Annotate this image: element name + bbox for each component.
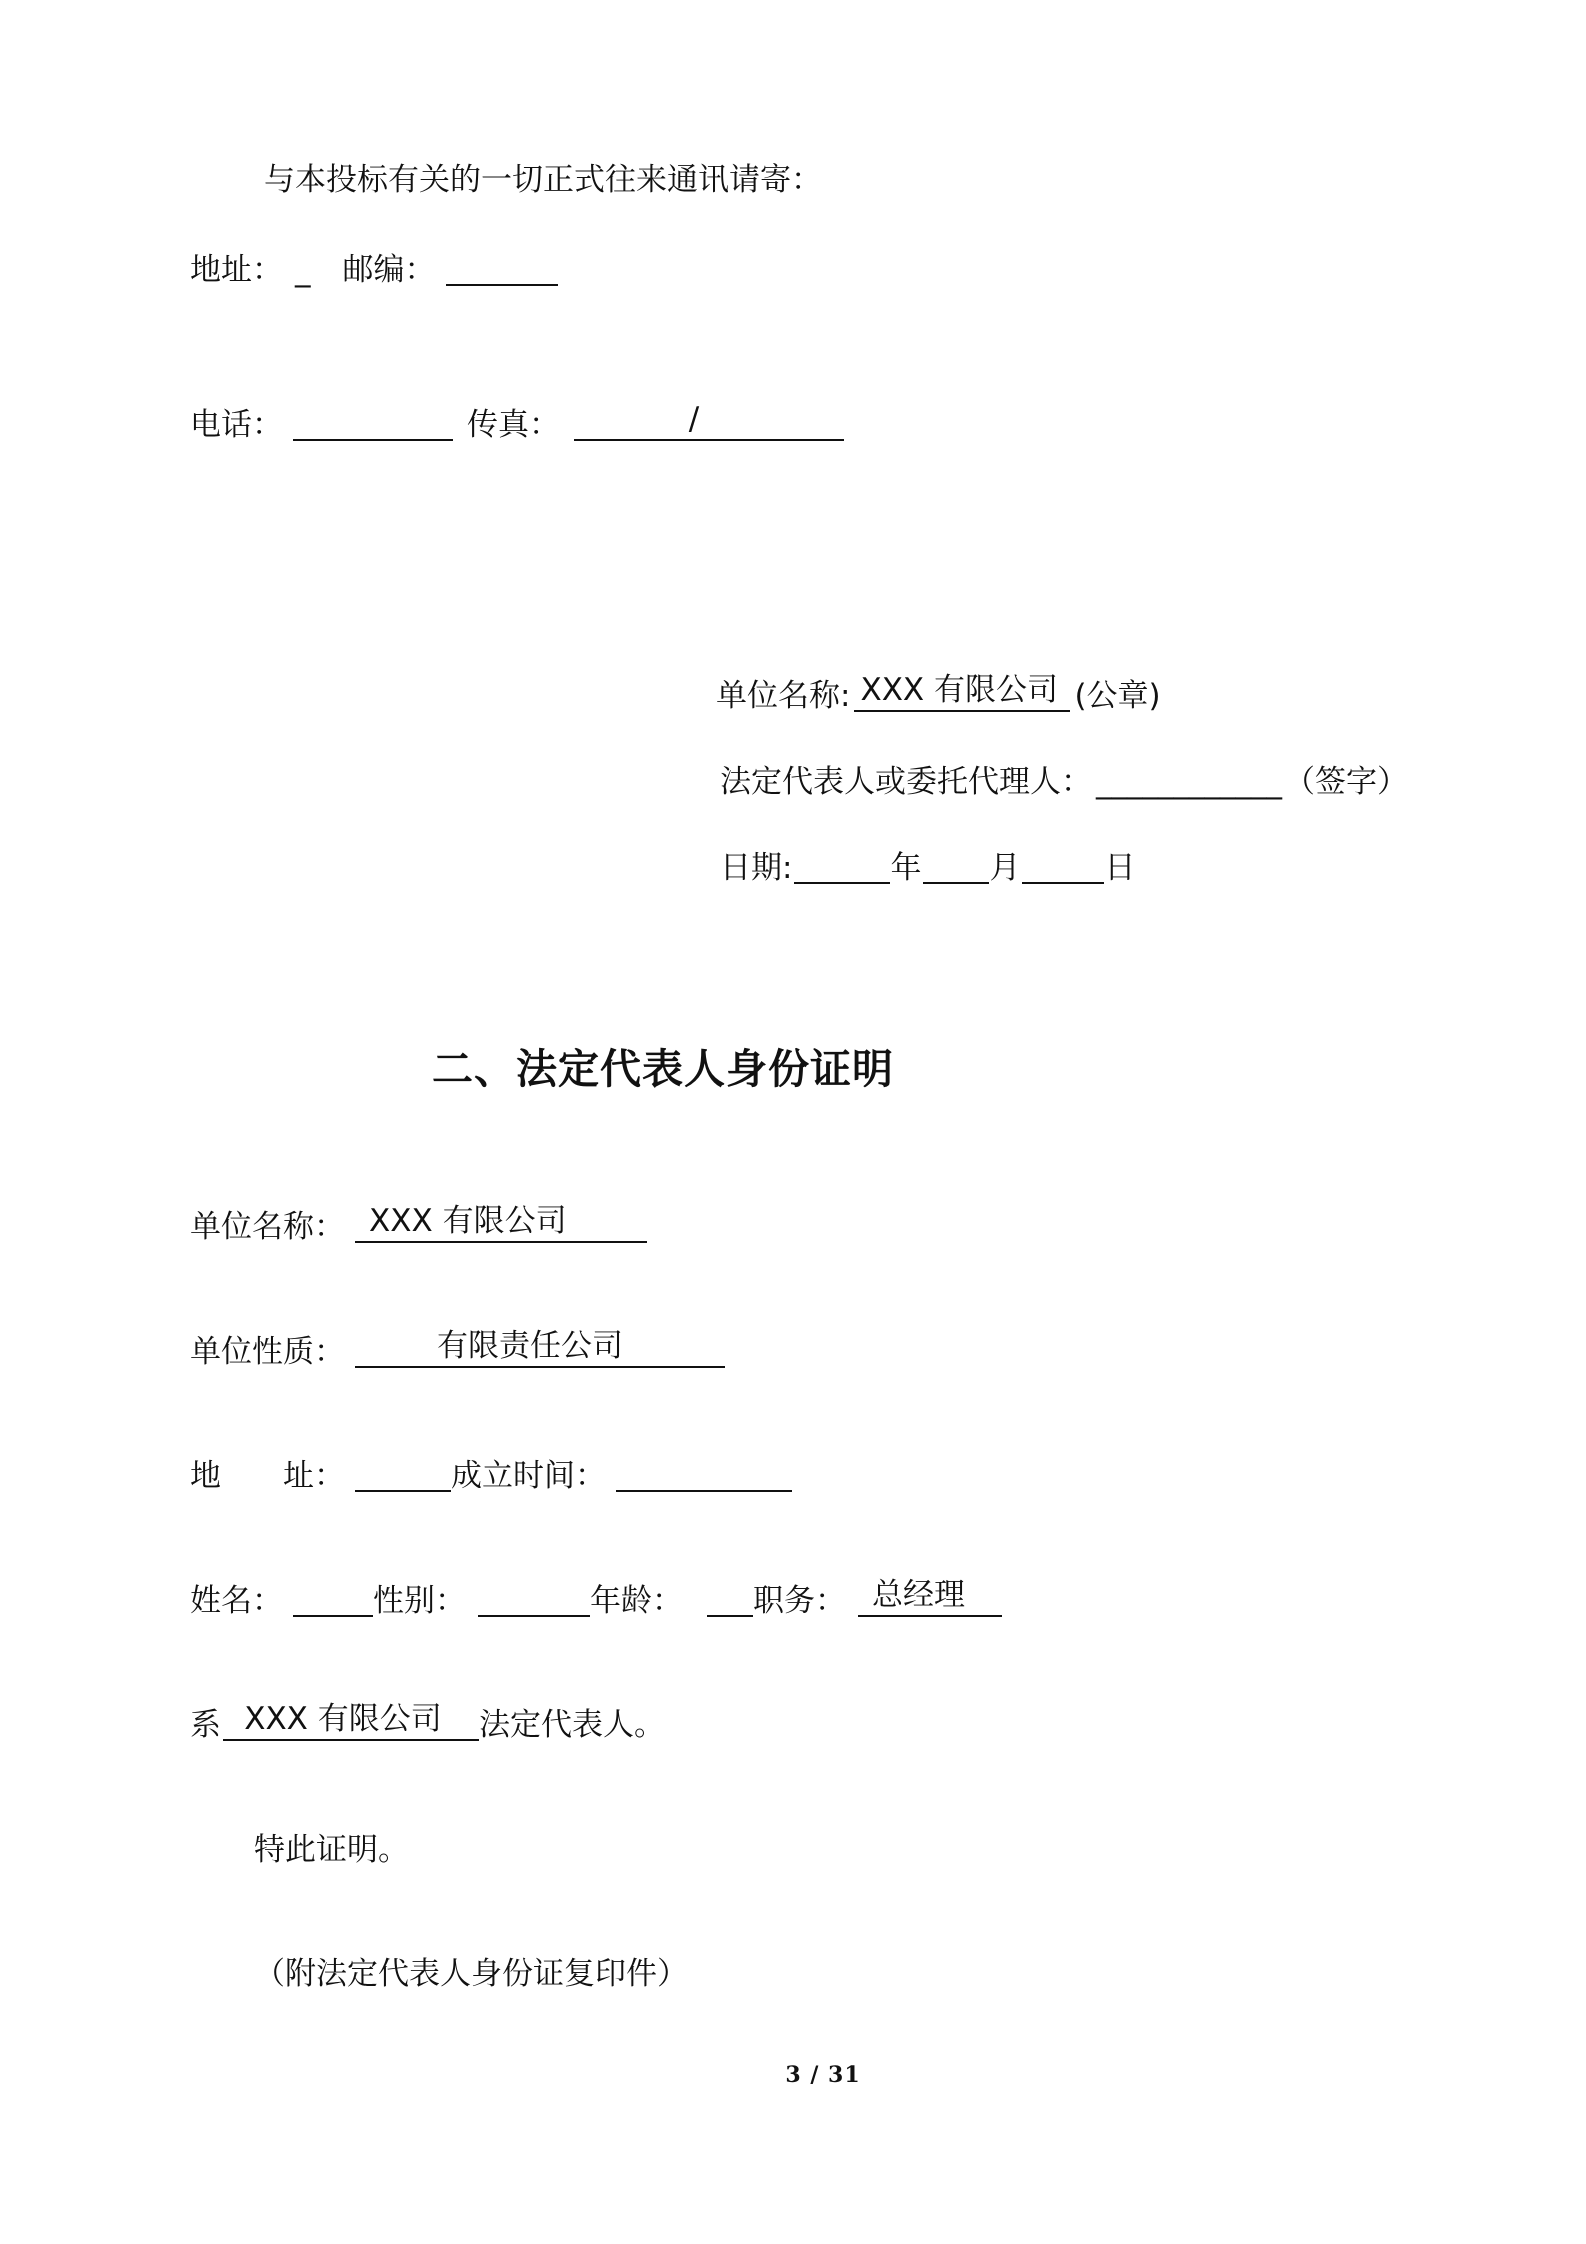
signature-company-blank	[854, 672, 1070, 712]
cert-company-value: XXX 有限公司	[369, 1203, 567, 1239]
cert-person-line	[190, 1569, 1002, 1617]
phone-fax-line	[190, 393, 844, 441]
signature-company-value: XXX 有限公司	[860, 672, 1059, 708]
intro-text: 与本投标有关的一切正式往来通讯请寄：	[264, 162, 822, 198]
name-blank	[293, 1583, 373, 1617]
cert-address-label: 地 址：	[190, 1458, 345, 1494]
hereby-line	[254, 1818, 409, 1866]
cert-address-line	[190, 1444, 792, 1492]
section-title-text: 二、法定代表人身份证明	[432, 1045, 894, 1093]
day-label: 日	[1104, 850, 1136, 886]
signature-date-line	[720, 836, 1135, 884]
cert-is-line	[190, 1693, 665, 1741]
postcode-blank	[446, 252, 558, 286]
rep-label: 法定代表人或委托代理人：	[720, 764, 1092, 800]
seal-note: (公章)	[1074, 678, 1161, 714]
position-blank	[858, 1577, 1002, 1617]
gender-blank	[478, 1583, 590, 1617]
gender-label: 性别：	[373, 1583, 466, 1619]
sign-note: （签字）	[1284, 764, 1408, 800]
phone-label: 电话：	[190, 407, 283, 443]
cert-company-line	[190, 1195, 647, 1243]
fax-blank	[574, 401, 844, 441]
signature-rep-line	[720, 750, 1408, 798]
cert-company-label: 单位名称：	[190, 1209, 345, 1245]
position-value: 总经理	[872, 1577, 965, 1613]
year-blank	[794, 850, 890, 884]
postcode-label: 邮编：	[342, 252, 436, 288]
is-prefix: 系	[190, 1707, 221, 1743]
hereby-text: 特此证明。	[254, 1832, 409, 1868]
address-value: _	[295, 252, 311, 288]
month-blank	[923, 850, 989, 884]
is-company-value: XXX 有限公司	[244, 1701, 442, 1737]
address-label: 地址：	[190, 252, 283, 288]
date-label: 日期:	[720, 850, 793, 886]
intro-line	[264, 148, 822, 196]
section-title	[0, 1036, 1586, 1095]
cert-address-blank	[355, 1458, 451, 1492]
rep-blank: ____________	[1096, 764, 1282, 800]
is-suffix: 法定代表人。	[479, 1707, 665, 1743]
phone-blank	[293, 407, 453, 441]
founded-blank	[616, 1458, 792, 1492]
address-postcode-line	[190, 238, 558, 286]
fax-value: /	[688, 401, 700, 437]
cert-company-blank	[355, 1203, 647, 1243]
signature-company-line	[716, 664, 1161, 712]
day-blank	[1022, 850, 1104, 884]
attachment-line	[254, 1942, 688, 1990]
is-company-blank	[223, 1701, 479, 1741]
age-label: 年龄：	[590, 1583, 683, 1619]
fax-label: 传真：	[467, 407, 560, 443]
page-number-text: 3 / 31	[785, 2062, 861, 2088]
age-blank	[707, 1583, 753, 1617]
founded-label: 成立时间：	[451, 1458, 606, 1494]
cert-nature-value: 有限责任公司	[437, 1328, 623, 1364]
signature-company-label: 单位名称:	[716, 678, 851, 714]
position-label: 职务：	[753, 1583, 846, 1619]
month-label: 月	[989, 850, 1021, 886]
cert-nature-blank	[355, 1328, 725, 1368]
page-number	[0, 2062, 1586, 2088]
name-label: 姓名：	[190, 1583, 283, 1619]
attachment-text: （附法定代表人身份证复印件）	[254, 1956, 688, 1992]
cert-nature-line	[190, 1320, 725, 1368]
cert-nature-label: 单位性质：	[190, 1334, 345, 1370]
year-label: 年	[890, 850, 922, 886]
